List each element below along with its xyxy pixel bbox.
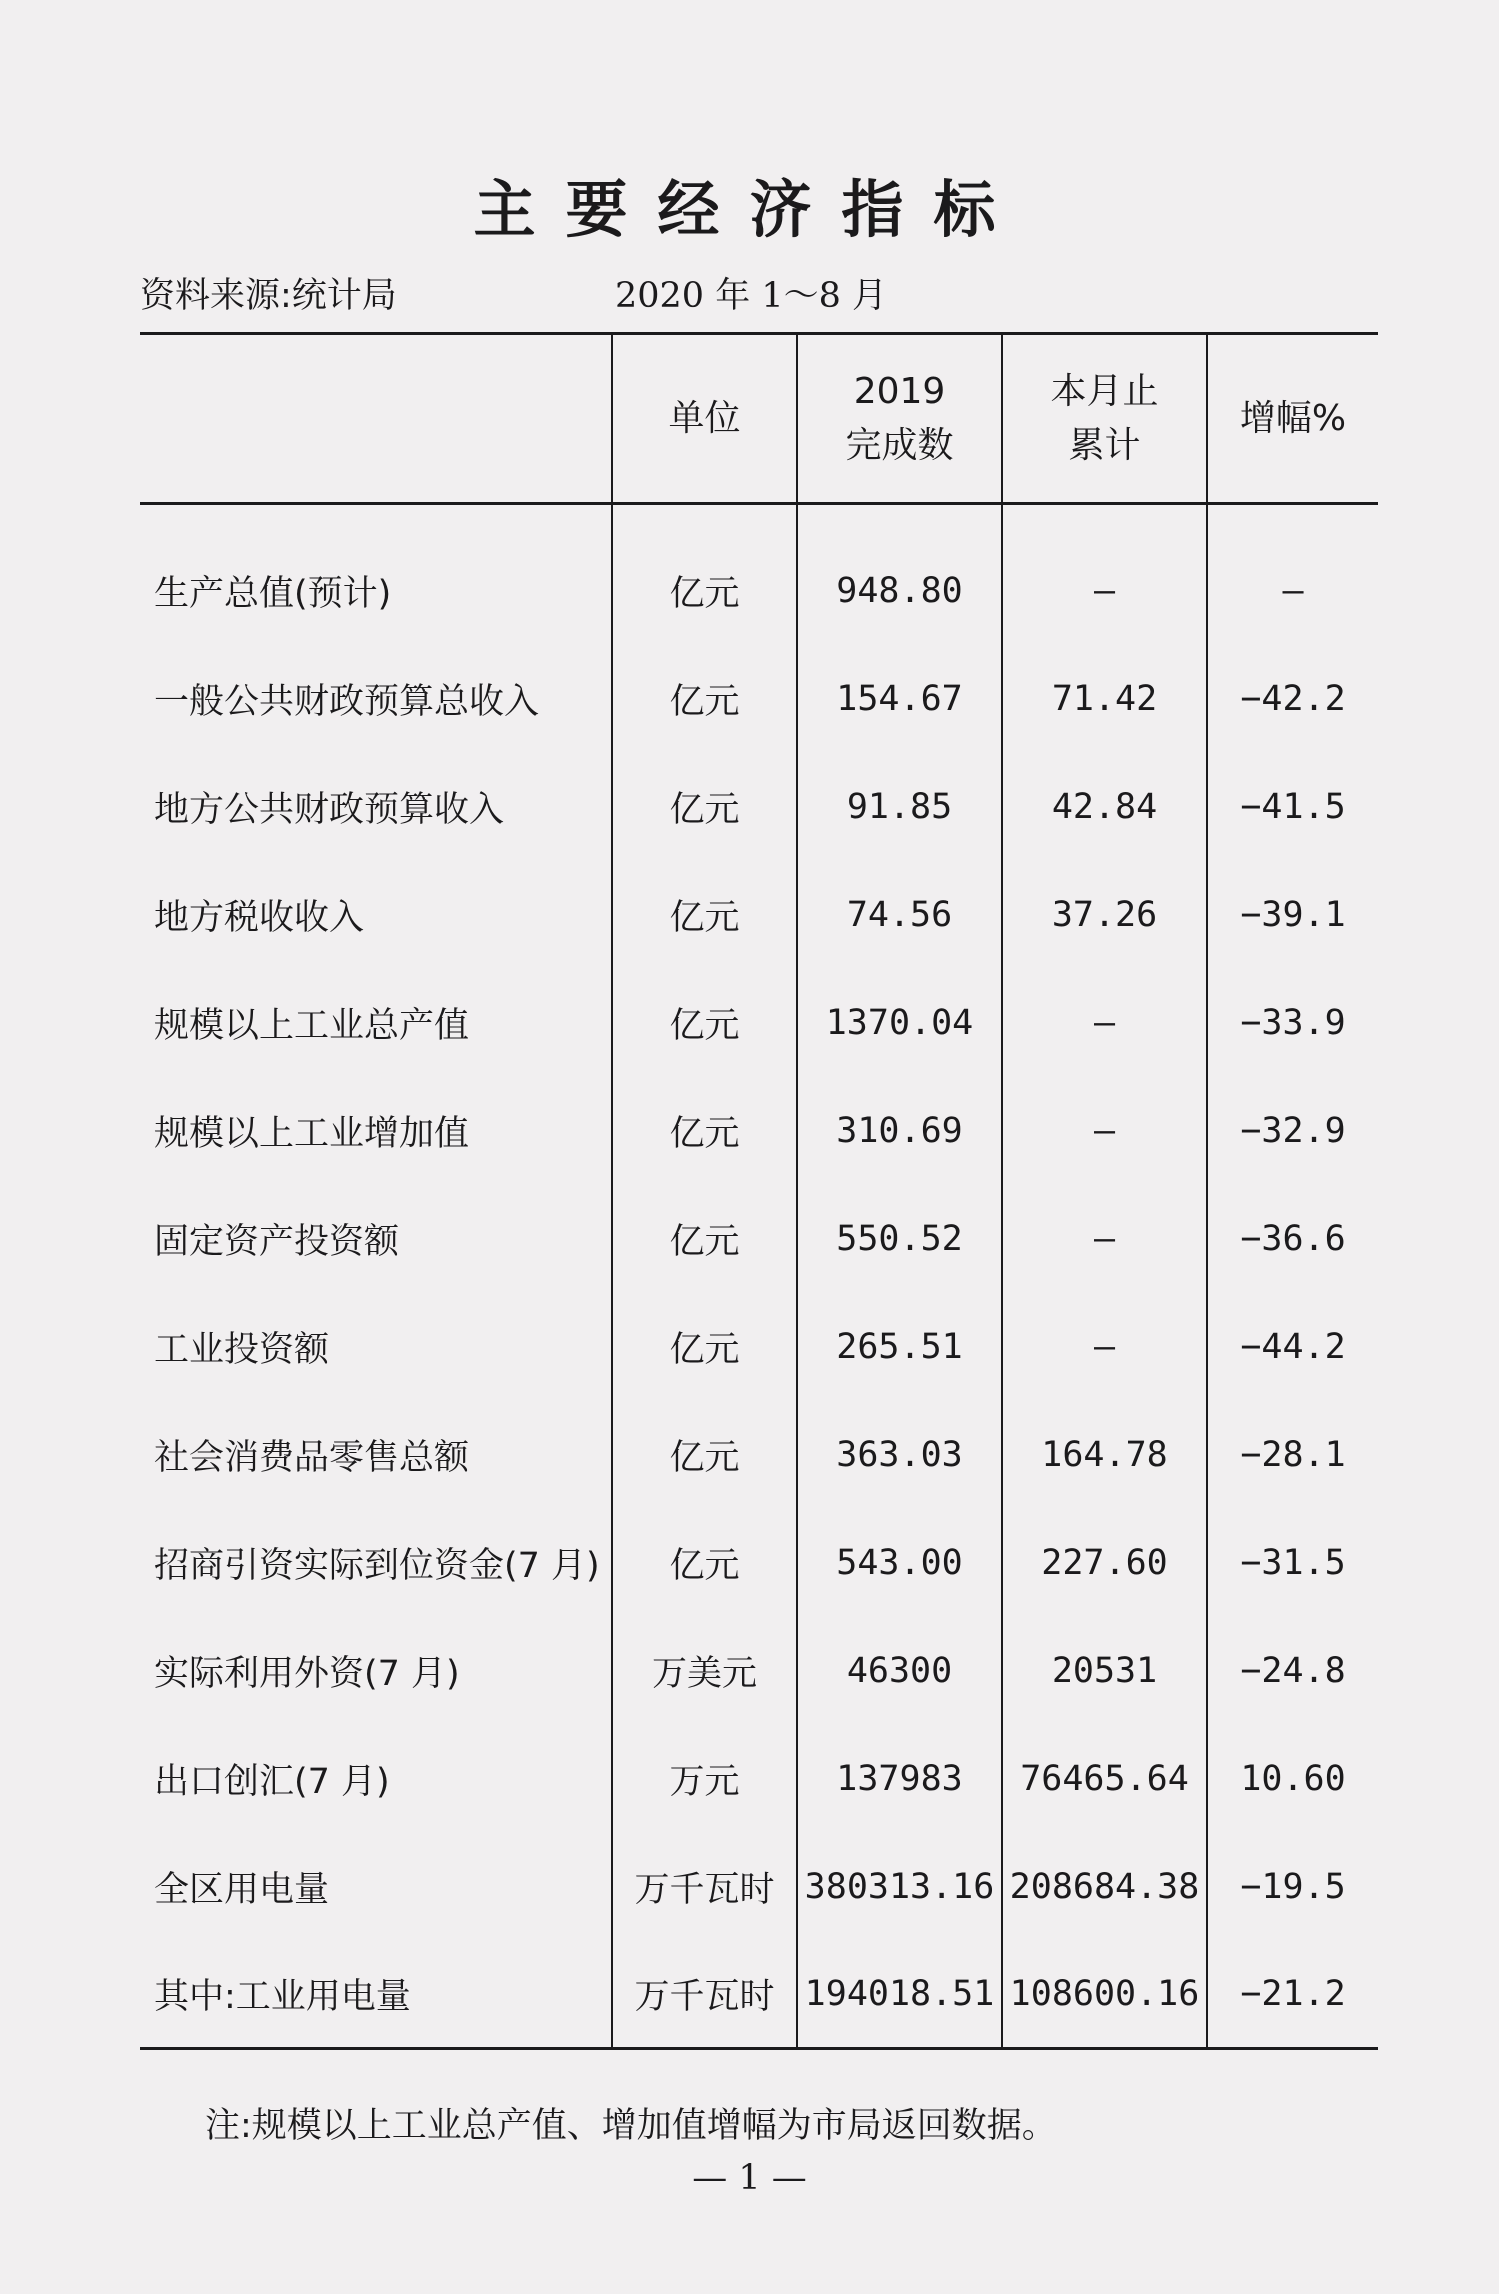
- row-unit: 亿元: [612, 645, 797, 753]
- row-unit: 亿元: [612, 969, 797, 1077]
- row-unit: 亿元: [612, 1077, 797, 1185]
- row-unit: 万元: [612, 1725, 797, 1833]
- table-row: [140, 645, 1378, 753]
- indicators-table: [140, 332, 1378, 2050]
- row-unit: 亿元: [612, 861, 797, 969]
- footnote: 注:规模以上工业总产值、增加值增幅为市局返回数据。: [205, 2106, 1057, 2146]
- row-name: 全区用电量: [154, 1870, 330, 1910]
- page-title: 主要经济指标: [473, 173, 1026, 246]
- row-name: 工业投资额: [154, 1330, 330, 1370]
- row-growth: −19.5: [1207, 1833, 1378, 1941]
- row-growth: −31.5: [1207, 1509, 1378, 1617]
- header-cum-line2: 累计: [1068, 424, 1141, 466]
- table-row: [140, 753, 1378, 861]
- row-prev-year: 1370.04: [797, 969, 1002, 1077]
- row-prev-year: 194018.51: [797, 1941, 1002, 2049]
- row-growth: −33.9: [1207, 969, 1378, 1077]
- row-name: 社会消费品零售总额: [154, 1438, 470, 1478]
- row-cumulative: 76465.64: [1002, 1725, 1207, 1833]
- row-prev-year: 74.56: [797, 861, 1002, 969]
- table-row: [140, 1617, 1378, 1725]
- row-prev-year: 543.00: [797, 1509, 1002, 1617]
- row-name: 出口创汇(7 月): [154, 1762, 390, 1802]
- row-cumulative: —: [1002, 969, 1207, 1077]
- page-number: — 1 —: [692, 2158, 807, 2198]
- row-unit: 亿元: [612, 753, 797, 861]
- row-cumulative: 164.78: [1002, 1401, 1207, 1509]
- row-growth: −36.6: [1207, 1185, 1378, 1293]
- header-prev-line1: 2019: [853, 370, 946, 412]
- row-name: 固定资产投资额: [154, 1222, 400, 1262]
- row-growth: −32.9: [1207, 1077, 1378, 1185]
- table-row: [140, 1509, 1378, 1617]
- row-cumulative: 37.26: [1002, 861, 1207, 969]
- report-period: 2020 年 1～8 月: [615, 276, 887, 316]
- table-row: [140, 1077, 1378, 1185]
- row-prev-year: 310.69: [797, 1077, 1002, 1185]
- row-growth: −28.1: [1207, 1401, 1378, 1509]
- row-prev-year: 137983: [797, 1725, 1002, 1833]
- header-name: [140, 334, 612, 504]
- row-cumulative: —: [1002, 1185, 1207, 1293]
- row-unit: 亿元: [612, 1185, 797, 1293]
- table-row: [140, 1401, 1378, 1509]
- header-prev-year: [797, 334, 1002, 504]
- row-cumulative: 42.84: [1002, 753, 1207, 861]
- row-unit: 亿元: [612, 1293, 797, 1401]
- row-cumulative: —: [1002, 537, 1207, 645]
- header-growth: 增幅%: [1207, 334, 1378, 504]
- row-name: 地方公共财政预算收入: [154, 790, 505, 830]
- row-name: 规模以上工业增加值: [154, 1114, 470, 1154]
- row-name: 实际利用外资(7 月): [154, 1654, 460, 1694]
- row-cumulative: 71.42: [1002, 645, 1207, 753]
- row-name: 其中:工业用电量: [140, 1941, 612, 2049]
- row-growth: —: [1207, 537, 1378, 645]
- row-cumulative: 208684.38: [1002, 1833, 1207, 1941]
- row-growth: −42.2: [1207, 645, 1378, 753]
- header-prev-line2: 完成数: [845, 424, 954, 466]
- table-row: [140, 1293, 1378, 1401]
- row-cumulative: —: [1002, 1293, 1207, 1401]
- table-row: [140, 861, 1378, 969]
- row-unit: 亿元: [612, 1401, 797, 1509]
- table-row: [140, 1725, 1378, 1833]
- header-cumulative: [1002, 334, 1207, 504]
- table-spacer-row: [140, 504, 1378, 538]
- row-growth: −24.8: [1207, 1617, 1378, 1725]
- row-growth: 10.60: [1207, 1725, 1378, 1833]
- table-row: [140, 537, 1378, 645]
- row-cumulative: 108600.16: [1002, 1941, 1207, 2049]
- row-unit: 亿元: [612, 1509, 797, 1617]
- row-unit: 万千瓦时: [612, 1941, 797, 2049]
- row-prev-year: 550.52: [797, 1185, 1002, 1293]
- row-growth: −21.2: [1207, 1941, 1378, 2049]
- row-cumulative: —: [1002, 1077, 1207, 1185]
- table-row: [140, 1185, 1378, 1293]
- row-prev-year: 363.03: [797, 1401, 1002, 1509]
- row-prev-year: 46300: [797, 1617, 1002, 1725]
- row-prev-year: 91.85: [797, 753, 1002, 861]
- row-name: 规模以上工业总产值: [154, 1006, 470, 1046]
- table-body: [140, 504, 1378, 2049]
- row-growth: −41.5: [1207, 753, 1378, 861]
- header-unit: 单位: [612, 334, 797, 504]
- row-name: 招商引资实际到位资金(7 月): [154, 1546, 600, 1586]
- table-row: [140, 969, 1378, 1077]
- row-cumulative: 227.60: [1002, 1509, 1207, 1617]
- table-header-row: [140, 334, 1378, 504]
- row-growth: −39.1: [1207, 861, 1378, 969]
- row-unit: 万美元: [612, 1617, 797, 1725]
- header-cum-line1: 本月止: [1050, 370, 1159, 412]
- row-name: 地方税收收入: [154, 898, 365, 938]
- row-unit: 万千瓦时: [612, 1833, 797, 1941]
- row-prev-year: 948.80: [797, 537, 1002, 645]
- row-prev-year: 154.67: [797, 645, 1002, 753]
- table-row: [140, 1941, 1378, 2049]
- row-name: 生产总值(预计): [154, 574, 392, 614]
- row-growth: −44.2: [1207, 1293, 1378, 1401]
- table-row: [140, 1833, 1378, 1941]
- data-source: 资料来源:统计局: [140, 276, 397, 316]
- row-cumulative: 20531: [1002, 1617, 1207, 1725]
- row-unit: 亿元: [612, 537, 797, 645]
- row-name: 一般公共财政预算总收入: [154, 682, 540, 722]
- row-prev-year: 380313.16: [797, 1833, 1002, 1941]
- row-prev-year: 265.51: [797, 1293, 1002, 1401]
